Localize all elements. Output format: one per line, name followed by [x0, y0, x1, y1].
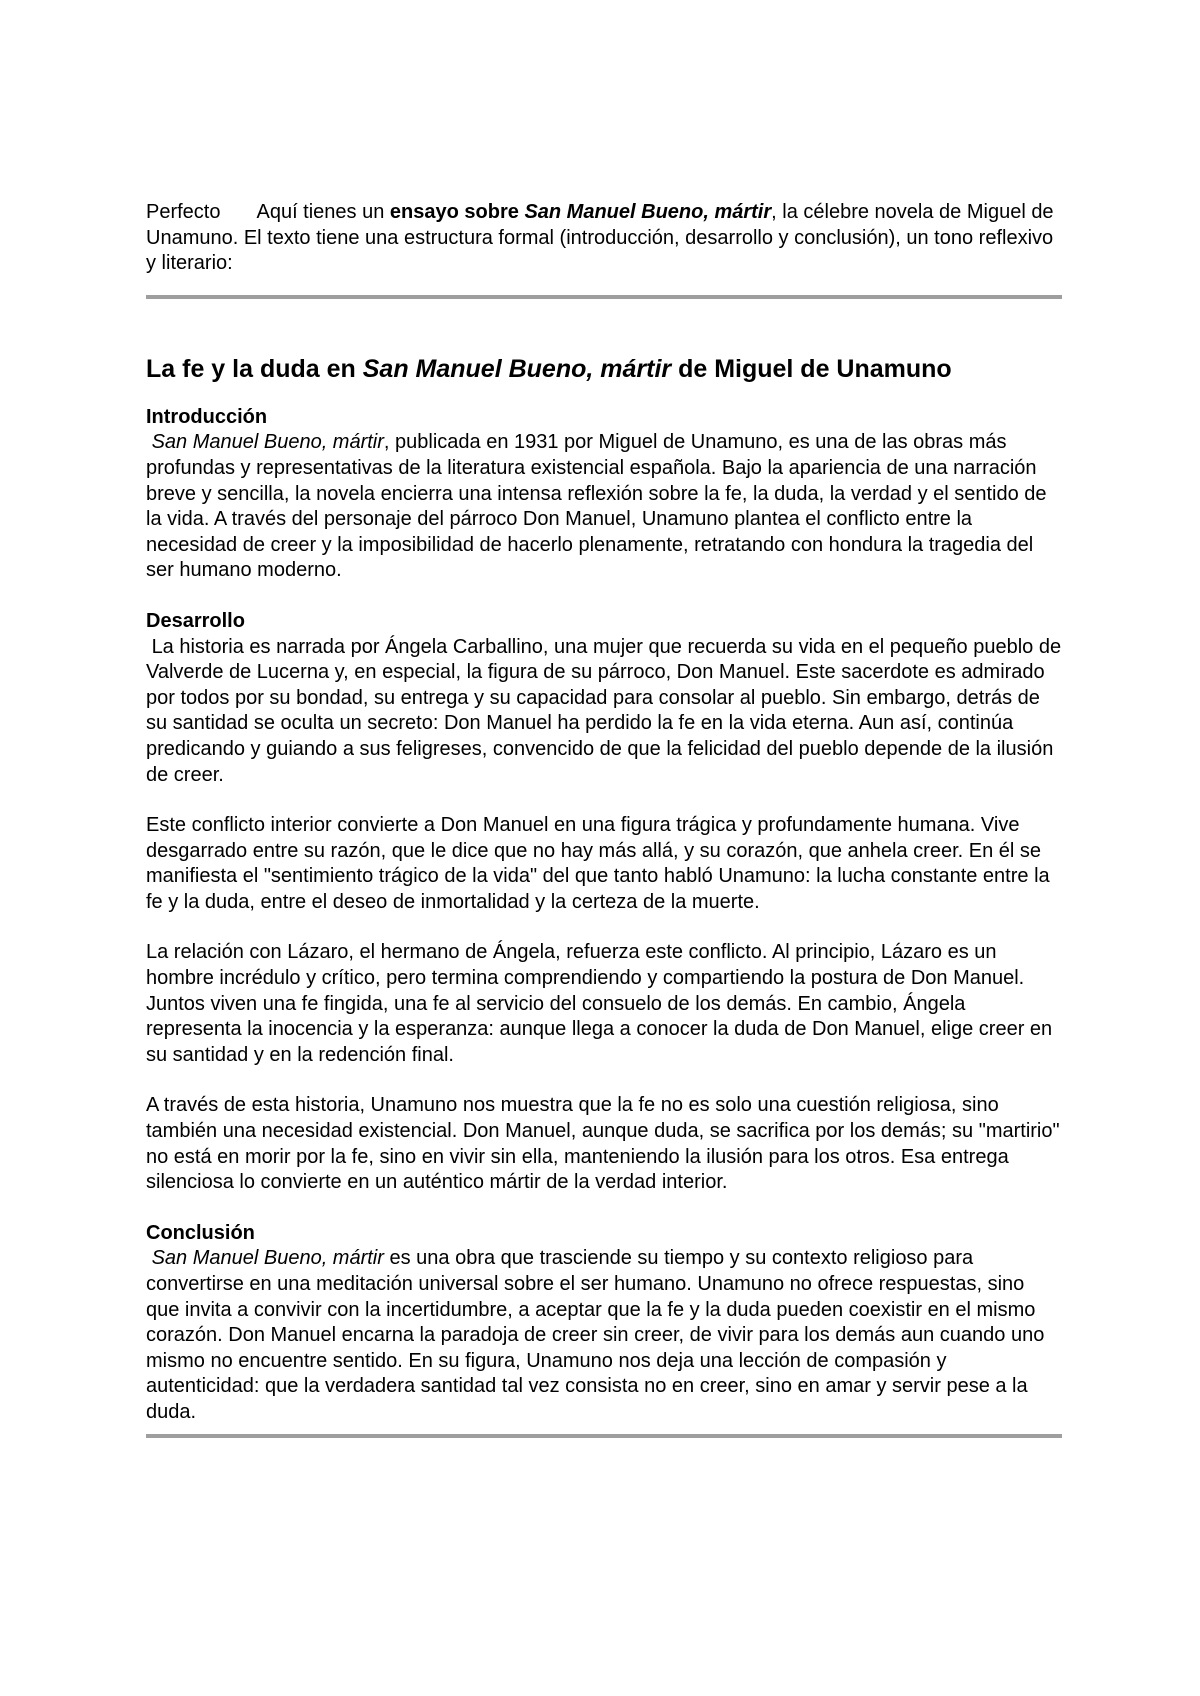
conclusion-italic-lead: San Manuel Bueno, mártir — [151, 1247, 384, 1270]
title-work: San Manuel Bueno, mártir — [362, 354, 672, 383]
desarrollo-paragraph-3: La relación con Lázaro, el hermano de Ángela, refuerza este conflicto. Al principio, Lázaro es un hombre incrédulo y crítico, pero termina comprendiendo y compartiendo la postura de Don Manuel. Juntos viven una fe fingida, una fe al servicio del consuelo de los demás. En cambio, Ángela representa la inocencia y la esperanza: aunque llega a conocer la duda de Don Manuel, elige creer en su santidad y en la redención final. — [146, 941, 1053, 1066]
title-prefix: La fe y la duda en — [146, 354, 363, 383]
desarrollo-paragraph-4: A través de esta historia, Unamuno nos muestra que la fe no es solo una cuestión religiosa, sino también una necesidad existencial. Don Manuel, aunque duda, se sacrifica por los demás; su "martirio" no está en morir por la fe, sino en vivir sin ella, manteniendo la ilusión para los otros. Esa entrega silenciosa lo convierte en un auténtico mártir de la verdad interior. — [146, 1094, 1060, 1194]
intro-paragraph — [146, 200, 1062, 277]
title-suffix: de Miguel de Unamuno — [671, 354, 952, 383]
desarrollo-paragraph-2: Este conflicto interior convierte a Don Manuel en una figura trágica y profundamente humana. Vive desgarrado entre su razón, que le dice que no hay más allá, y su corazón, que anhela creer. En él se manifiesta el "sentimiento trágico de la vida" del que tanto habló Unamuno: la lucha constante entre la fe y la duda, entre el deseo de inmortalidad y la certeza de la muerte. — [146, 814, 1050, 913]
heading-conclusion: Conclusión — [146, 1221, 255, 1244]
essay-title — [146, 353, 1062, 385]
intro-text-before: Aquí tienes un — [256, 201, 390, 223]
desarrollo-text-1: La historia es narrada por Ángela Carballino, una mujer que recuerda su vida en el pequeño pueblo de Valverde de Lucerna y, en especial, la figura de su párroco, Don Manuel. Este sacerdote es admirado por todos por su bondad, su entrega y su capacidad para consolar al pueblo. Sin embargo, detrás de su santidad se oculta un secreto: Don Manuel ha perdido la fe en la vida eterna. Aun así, continúa predicando y guiando a sus feligreses, convencido de que la felicidad del pueblo depende de la ilusión de creer. — [146, 635, 1062, 786]
bottom-divider — [146, 1434, 1062, 1438]
top-divider — [146, 295, 1062, 299]
intro-bold-italic-title: San Manuel Bueno, mártir — [524, 201, 772, 223]
intro-text-after: , la célebre novela de Miguel de Unamuno. El texto tiene una estructura formal (introducción, desarrollo y conclusión), un tono reflexivo y literario: — [146, 201, 1054, 275]
introduccion-italic-lead: San Manuel Bueno, mártir — [151, 431, 384, 454]
desarrollo-paragraph-1 — [146, 635, 1062, 789]
heading-introduccion: Introducción — [146, 405, 268, 428]
introduccion-paragraph — [146, 430, 1062, 584]
heading-desarrollo: Desarrollo — [146, 609, 245, 632]
conclusion-paragraph — [146, 1246, 1062, 1425]
introduccion-text: , publicada en 1931 por Miguel de Unamuno, es una de las obras más profundas y representativas de la literatura existencial española. Bajo la apariencia de una narración breve y sencilla, la novela encierra una intensa reflexión sobre la fe, la duda, la verdad y el sentido de la vida. A través del personaje del párroco Don Manuel, Unamuno plantea el conflicto entre la necesidad de creer y la imposibilidad de hacerlo plenamente, retratando con hondura la tragedia del ser humano moderno. — [146, 431, 1047, 582]
intro-lead: Perfecto — [146, 201, 221, 223]
conclusion-text: es una obra que trasciende su tiempo y su contexto religioso para convertirse en una meditación universal sobre el ser humano. Unamuno no ofrece respuestas, sino que invita a convivir con la incertidumbre, a aceptar que la fe y la duda pueden coexistir en el mismo corazón. Don Manuel encarna la paradoja de creer sin creer, de vivir para los demás aun cuando uno mismo no encuentre sentido. En su figura, Unamuno nos deja una lección de compasión y autenticidad: que la verdadera santidad tal vez consista no en creer, sino en amar y servir pese a la duda. — [146, 1247, 1045, 1423]
document-page — [146, 200, 1062, 1438]
intro-bold: ensayo sobre — [389, 201, 525, 223]
